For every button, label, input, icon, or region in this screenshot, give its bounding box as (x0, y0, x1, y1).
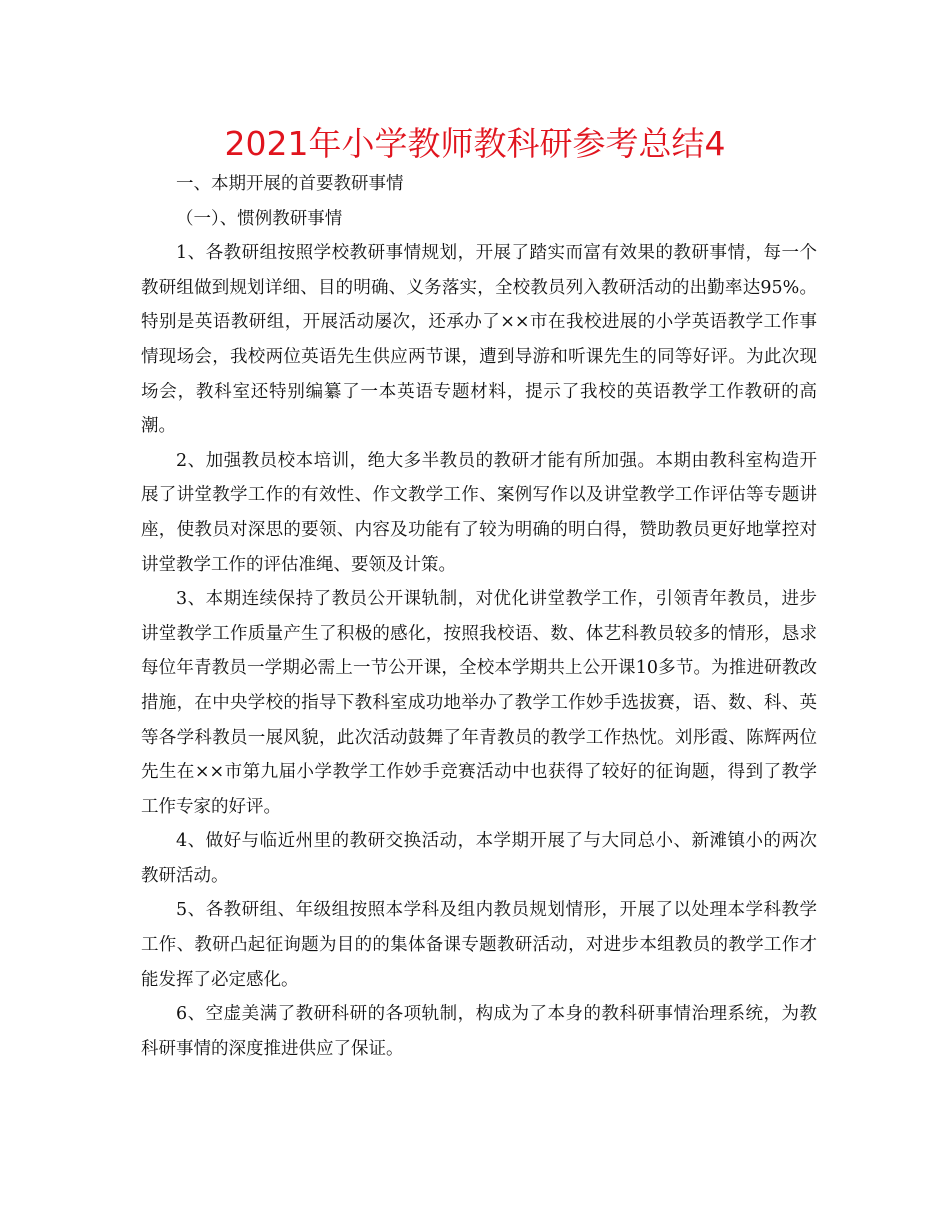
document-body (141, 167, 817, 1066)
paragraph-2: 2、加强教员校本培训，绝大多半教员的教研才能有所加强。本期由教科室构造开展了讲堂教学工作的有效性、作文教学工作、案例写作以及讲堂教学工作评估等专题讲座，使教员对深思的要领、内容及功能有了较为明确的明白得，赞助教员更好地掌控对讲堂教学工作的评估准绳、要领及计策。 (141, 450, 817, 575)
section-heading: 一、本期开展的首要教研事情 (176, 174, 404, 194)
paragraph-3: 3、本期连续保持了教员公开课轨制，对优化讲堂教学工作，引领青年教员，进步讲堂教学工作质量产生了积极的感化，按照我校语、数、体艺科教员较多的情形，恳求每位年青教员一学期必需上一节公开课，全校本学期共上公开课10多节。为推进研教改措施，在中央学校的指导下教科室成功地举办了教学工作妙手选拔赛，语、数、科、英等各学科教员一展风貌，此次活动鼓舞了年青教员的教学工作热忱。刘彤霞、陈辉两位先生在××市第九届小学教学工作妙手竞赛活动中也获得了较好的征询题，得到了教学工作专家的好评。 (141, 589, 817, 817)
paragraph-6: 6、空虚美满了教研科研的各项轨制，构成为了本身的教科研事情治理系统，为教科研事情的深度推进供应了保证。 (141, 1004, 817, 1059)
document-title: 2021年小学教师教科研参考总结4 (224, 124, 726, 163)
paragraph-5: 5、各教研组、年级组按照本学科及组内教员规划情形，开展了以处理本学科教学工作、教研凸起征询题为目的的集体备课专题教研活动，对进步本组教员的教学工作才能发挥了必定感化。 (141, 900, 817, 990)
paragraph-4: 4、做好与临近州里的教研交换活动，本学期开展了与大同总小、新滩镇小的两次教研活动。 (141, 831, 817, 886)
paragraph-1: 1、各教研组按照学校教研事情规划，开展了踏实而富有效果的教研事情，每一个教研组做到规划详细、目的明确、义务落实，全校教员列入教研活动的出勤率达95%。特别是英语教研组，开展活动屡次，还承办了××市在我校进展的小学英语教学工作事情现场会，我校两位英语先生供应两节课，遭到导游和听课先生的同等好评。为此次现场会，教科室还特别编纂了一本英语专题材料，提示了我校的英语教学工作教研的高潮。 (141, 243, 817, 437)
subsection-heading: （一）、惯例教研事情 (176, 208, 343, 229)
